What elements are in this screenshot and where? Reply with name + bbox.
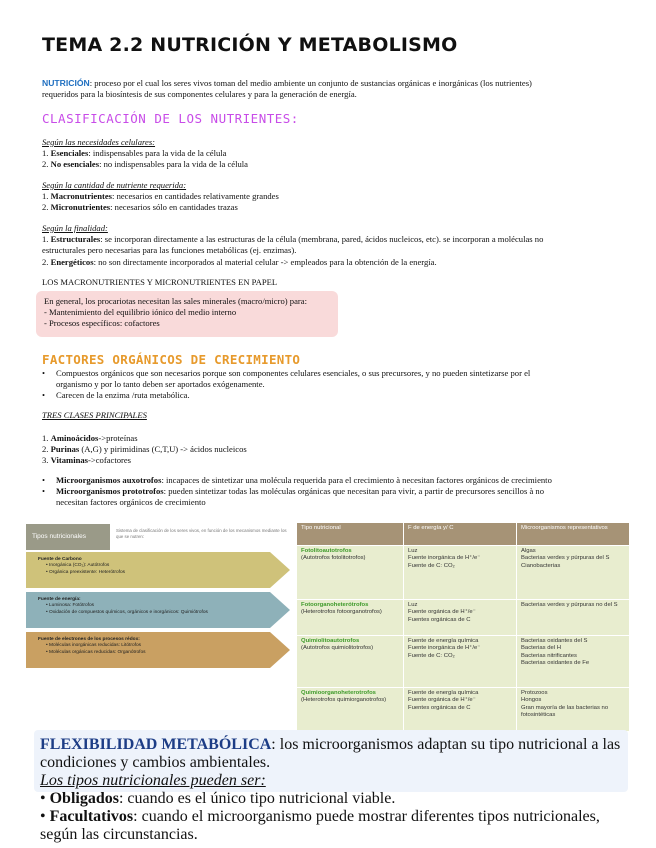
list-item (42, 433, 642, 444)
classes-list (42, 433, 642, 467)
flexibility-title: FLEXIBILIDAD METABÓLICA (40, 736, 272, 753)
table-row (297, 688, 630, 732)
text-span: Orgánica preexistente: Heterótrofos (49, 569, 126, 575)
text-span: : indispensables para la vida de la célula (88, 148, 227, 159)
text-span: Fuente orgánica de H⁺/e⁻ (408, 609, 476, 616)
bold-term: Obligados (49, 790, 119, 807)
table-row (297, 600, 630, 636)
factores-bullets (42, 368, 642, 402)
bold-term: Estructurales (50, 234, 101, 245)
text-span: : incapaces de sintetizar una molécula requerida para el crecimiento à necesitan factores orgánicos de crecimiento (161, 475, 552, 485)
diagram-header-label: Tipos nutricionales (26, 524, 110, 550)
text-span: 3. (42, 455, 49, 466)
group-finalidad (42, 223, 642, 268)
page-title: TEMA 2.2 NUTRICIÓN Y METABOLISMO (42, 34, 458, 56)
text-span: • Luminosa: Fotótrofos (46, 603, 95, 609)
microorganisms-bullets (42, 475, 642, 509)
text-span: Fuente de energía química (408, 690, 479, 696)
text-span: : cuando el microorganismo puede mostrar diferentes tipos nutricionales, según las circunstancias. (40, 808, 600, 843)
table-row (297, 636, 630, 688)
table-cell (404, 600, 517, 636)
text-span: Gran mayoría de las bacterias no fotosintéticas (521, 704, 609, 719)
bold-term: No esenciales (50, 159, 100, 170)
flexibility-subheading: Los tipos nutricionales pueden ser: (40, 772, 266, 789)
text-span: Bacterias oxidantes de Fe (521, 660, 590, 667)
text-span: Bacterias oxidantes del S (521, 638, 588, 644)
table-cell (517, 636, 630, 688)
list-item (40, 790, 626, 808)
list-item (42, 159, 642, 170)
list-item (42, 257, 642, 268)
text-span: (Heterotrofos fotoorganotrofos) (301, 609, 382, 616)
bullet-icon: • (42, 475, 46, 485)
text-span: Fuente de Carbono (38, 557, 82, 562)
group-necesidades (42, 137, 642, 171)
bold-term: Aminoácidos (50, 433, 99, 443)
table-cell (297, 688, 404, 732)
table-cell (297, 636, 404, 688)
text-span: Fuente de energía: (38, 597, 81, 602)
table-cell (517, 688, 630, 732)
list-item (40, 808, 626, 844)
text-span: Luz (408, 602, 418, 608)
table-cell (404, 636, 517, 688)
text-span: necesitan factores orgánicos de crecimiento (56, 497, 206, 508)
diagram-arrow-electrons (26, 632, 290, 668)
text-span: • Orgánica preexistente: Heterótrofos (46, 569, 126, 575)
text-span: (Heterotrofos quimiorganotrofos) (301, 697, 387, 704)
text-span: Hongos (521, 697, 542, 704)
text-span: Bacterias nitrificantes (521, 652, 577, 659)
text-span: Moléculas inorgánicas reducidas: Litótrofos (49, 643, 142, 649)
bullet-item (42, 390, 642, 401)
text-span: Moléculas orgánicas reducidas: Organótrofos (49, 649, 146, 655)
text-span: Fuente de electrones de los procesos rédox: (38, 637, 140, 642)
text-span: Fuente de energía química (408, 638, 479, 644)
text-span: Oxidación de compuestos químicos, orgánicos e inorgánicos: Quimiótrofos (49, 609, 208, 615)
text-span: - Procesos específicos: cofactores (44, 318, 160, 329)
text-span: : no son directamente incorporados al material celular -> empleados para la obtención de la energía. (93, 256, 437, 267)
text-span: Fuente inorgánica de H⁺/e⁻ (408, 645, 481, 652)
text-span: • Oxidación de compuestos químicos, orgánicos e inorgánicos: Quimiótrofos (46, 609, 208, 615)
bullet-item (42, 475, 642, 486)
table-header-cell: Microorganismos representativos (517, 523, 630, 546)
group-cantidad (42, 180, 642, 214)
bold-term: Purinas (50, 444, 80, 455)
text-span: Carecen de la enzima /ruta metabólica. (56, 390, 190, 401)
text-span: ->proteínas (98, 433, 138, 443)
list-item (42, 444, 642, 455)
text-span (38, 637, 146, 656)
diagram-header (26, 524, 290, 550)
table-header-cell: F de energía y/ C (404, 523, 517, 546)
text-span: Bacterias verdes y púrpuras no del S (521, 602, 618, 608)
flexibility-text: : los microorganismos adaptan su tipo nutricional a las condiciones y cambios ambientales. (40, 736, 621, 771)
text-span: Fuente de C: CO₂ (408, 562, 455, 569)
intro-text-line1: : proceso por el cual los seres vivos toman del medio ambiente un conjunto de sustancias orgánicas e inorgánicas (los nutrientes) (89, 78, 532, 88)
text-span: Bacterias del H (521, 645, 561, 652)
bullet-item (42, 486, 642, 508)
text-span: Luminosa: Fotótrofos (49, 603, 95, 609)
text-span: (Autotrofos fotolitotrofos) (301, 555, 366, 562)
text-span: : pueden sintetizar todas las moléculas orgánicas que necesitan para vivir, a partir de precursores sencillos à no (163, 486, 545, 497)
text-span: Fotoorganoheterótrofos (301, 602, 369, 608)
text-span: Inorgánica (CO₂): Autótrofos (49, 563, 110, 569)
diagram-description: Sistema de clasificación de los seres vivos, en función de los mecanismos mediante los que se nutren: (116, 528, 287, 539)
bullet-icon: • (42, 368, 46, 378)
text-span: Algas (521, 548, 536, 554)
table-cell (517, 600, 630, 636)
text-span (297, 523, 630, 546)
intro-term: NUTRICIÓN (42, 78, 90, 88)
bold-term: Microorganismos auxotrofos (56, 475, 162, 485)
text-span: Luz (408, 548, 418, 554)
bullet-icon: • (42, 390, 46, 401)
text-span: • Moléculas orgánicas reducidas: Organótrofos (46, 649, 146, 655)
text-span (38, 557, 125, 576)
group-heading: Según la cantidad de nutriente requerida: (42, 180, 187, 190)
text-span: Protozoos (521, 690, 548, 696)
bold-term: Energéticos (50, 256, 94, 267)
nutritional-types-diagram (26, 524, 290, 672)
text-span: - Mantenimiento del equilibrio iónico del medio interno (44, 307, 237, 318)
list-item (42, 148, 642, 159)
flexibility-content (40, 736, 626, 844)
text-span: 2. (42, 256, 49, 267)
text-span: Cianobacterias (521, 562, 561, 569)
bullet-icon: • (42, 486, 46, 497)
bold-term: Micronutrientes (50, 202, 111, 213)
group-heading: Según las necesidades celulares: (42, 137, 156, 147)
text-span: : no indispensables para la vida de la célula (99, 159, 248, 170)
text-span: Compuestos orgánicos que son necesarios porque son componentes celulares esenciales, o sus precursores, y no pueden sintetizarse por el (56, 368, 531, 378)
bullet-icon: • (40, 790, 46, 807)
text-span: : se incorporan directamente a las estructuras de la célula (membrana, pared, ácidos nucleicos, etc). se incorporan a moléculas no (100, 234, 544, 245)
text-span: Bacterias verdes y púrpuras del S (521, 555, 610, 562)
bullet-item (42, 368, 642, 390)
text-span: 2. (42, 202, 49, 213)
text-span: Quimioorganoheterotrofos (301, 690, 376, 696)
table-cell (297, 600, 404, 636)
table-header-row (297, 523, 630, 546)
paper-note: LOS MACRONUTRIENTES Y MICRONUTRIENTES EN PAPEL (42, 277, 278, 287)
text-span: ->cofactores (88, 455, 132, 466)
bold-term: Facultativos (49, 808, 134, 825)
text-span (297, 546, 630, 732)
table-cell (297, 546, 404, 600)
group-heading: Según la finalidad: (42, 223, 108, 233)
list-item (42, 455, 642, 466)
table-header-cell: Tipo nutricional (297, 523, 404, 546)
bold-term: Esenciales (50, 148, 89, 159)
classes-heading: TRES CLASES PRINCIPALES (42, 410, 147, 420)
text-span: (A,G) y pirimidinas (C,T,U) -> ácidos nucleicos (79, 444, 247, 455)
diagram-arrow-energy (26, 592, 290, 628)
mineral-salts-text (44, 296, 334, 330)
section-title-factores: FACTORES ORGÁNICOS DE CRECIMIENTO (42, 352, 301, 367)
table-row (297, 546, 630, 600)
text-span: 2. (42, 159, 49, 170)
list-item-continued: estructurales pero necesarias para las funciones metabólicas (ej. enzimas). (42, 245, 297, 256)
list-item (42, 191, 642, 202)
table-cell (517, 546, 630, 600)
text-span: 2. (42, 444, 49, 455)
text-span: • Moléculas inorgánicas reducidas: Litótrofos (46, 643, 142, 649)
text-span: Quimiolitoautotrofos (301, 638, 360, 644)
text-span: Fuentes orgánicas de C (408, 616, 471, 623)
text-span: 1. (42, 191, 49, 202)
intro-text-line2: requeridos para la biosíntesis de sus componentes celulares y para la generación de energía. (42, 89, 357, 100)
text-span: Fuentes orgánicas de C (408, 704, 471, 711)
section-title-clasificacion: CLASIFICACIÓN DE LOS NUTRIENTES: (42, 111, 299, 126)
text-span: 1. (42, 234, 49, 245)
bold-term: Macronutrientes (50, 191, 113, 202)
bold-term: Microorganismos prototrofos (56, 486, 164, 497)
table-cell (404, 546, 517, 600)
list-item (42, 202, 642, 213)
text-span (38, 597, 208, 616)
text-span: : cuando es el único tipo nutricional viable. (118, 790, 396, 807)
text-span: Fuente de C: CO₂ (408, 652, 455, 659)
text-span: • Inorgánica (CO₂): Autótrofos (46, 563, 110, 569)
text-span: Fuente inorgánica de H⁺/e⁻ (408, 555, 481, 562)
bullet-icon: • (40, 808, 46, 825)
text-span: Fotolitoautotrofos (301, 548, 352, 554)
text-span: : necesarios sólo en cantidades trazas (110, 202, 238, 213)
text-span: 1. (42, 433, 49, 443)
diagram-arrow-carbon (26, 552, 290, 588)
nutritional-types-table (296, 522, 630, 732)
text-span: : necesarios en cantidades relativamente grandes (112, 191, 279, 202)
text-span (42, 78, 642, 89)
intro-paragraph (42, 78, 642, 100)
text-span: organismo y por lo tanto deben ser aportados exógenamente. (56, 379, 265, 390)
text-span: 1. (42, 148, 49, 159)
bold-term: Vitaminas (50, 455, 89, 466)
text-span: Fuente orgánica de H⁺/e⁻ (408, 697, 476, 704)
text-span: En general, los procariotas necesitan las sales minerales (macro/micro) para: (44, 296, 307, 306)
text-span (40, 736, 626, 772)
list-item (42, 234, 642, 245)
table-cell (404, 688, 517, 732)
text-span: (Autotrofos quimiolitotrofos) (301, 645, 374, 652)
